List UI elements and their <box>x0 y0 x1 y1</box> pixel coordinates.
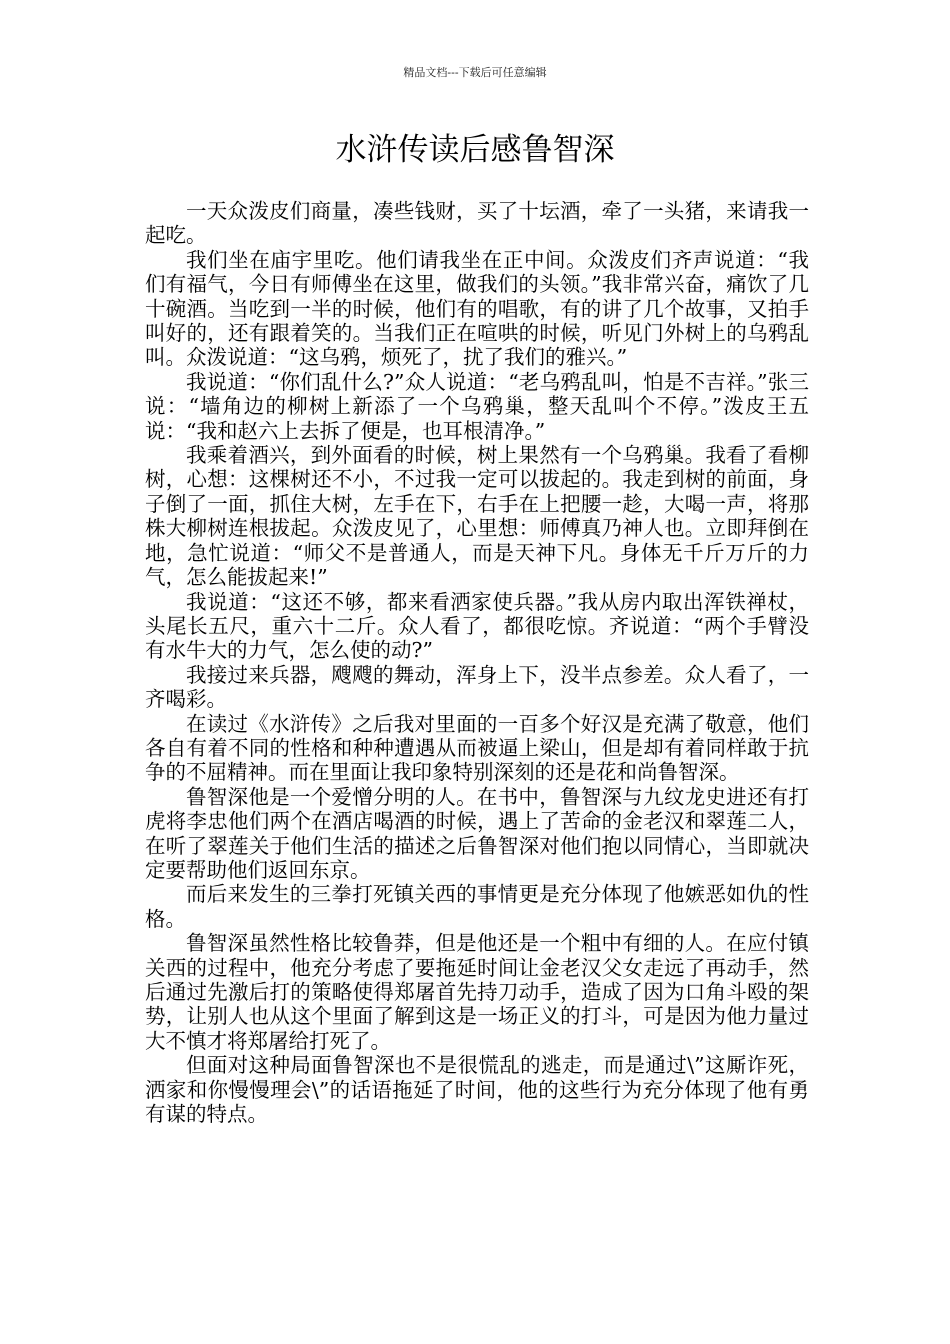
paragraph: 一天众泼皮们商量，凑些钱财，买了十坛酒，牵了一头猪，来请我一起吃。 <box>145 199 809 248</box>
paragraph: 我说道：“你们乱什么?”众人说道：“老乌鸦乱叫，怕是不吉祥。”张三说：“墙角边的柳树上新添了一个乌鸦巢，整天乱叫个不停。”泼皮王五说：“我和赵六上去拆了便是，也耳根清净。” <box>145 369 809 443</box>
paragraph: 我们坐在庙宇里吃。他们请我坐在正中间。众泼皮们齐声说道：“我们有福气，今日有师傅坐在这里，做我们的头领。”我非常兴奋，痛饮了几十碗酒。当吃到一半的时候，他们有的唱歌，有的讲了几个故事，又拍手叫好的，还有跟着笑的。当我们正在喧哄的时候，听见门外树上的乌鸦乱叫。众泼说道：“这乌鸦，烦死了，扰了我们的雅兴。” <box>145 247 809 370</box>
paragraph: 我乘着酒兴，到外面看的时候，树上果然有一个乌鸦巢。我看了看柳树，心想：这棵树还不小，不过我一定可以拔起的。我走到树的前面，身子倒了一面，抓住大树，左手在下，右手在上把腰一趁，大喝一声，将那株大柳树连根拔起。众泼皮见了，心里想：师傅真乃神人也。立即拜倒在地，急忙说道：“师父不是普通人，而是天神下凡。身体无千斤万斤的力气，怎么能拔起来!” <box>145 443 809 590</box>
paragraph: 我说道：“这还不够，都来看洒家使兵器。”我从房内取出浑铁禅杖，头尾长五尺，重六十二斤。众人看了，都很吃惊。齐说道：“两个手臂没有水牛大的力气，怎么使的动?” <box>145 589 809 663</box>
paragraph: 鲁智深虽然性格比较鲁莽，但是他还是一个粗中有细的人。在应付镇关西的过程中，他充分考虑了要拖延时间让金老汉父女走远了再动手，然后通过先激后打的策略使得郑屠首先持刀动手，造成了因为口角斗殴的架势，让别人也从这个里面了解到这是一场正义的打斗，可是因为他力量过大不慎才将郑屠给打死了。 <box>145 931 809 1053</box>
paragraph: 鲁智深他是一个爱憎分明的人。在书中，鲁智深与九纹龙史进还有打虎将李忠他们两个在酒店喝酒的时候，遇上了苦命的金老汉和翠莲二人，在听了翠莲关于他们生活的描述之后鲁智深对他们抱以同情心，当即就决定要帮助他们返回东京。 <box>145 784 809 882</box>
document-title: 水浒传读后感鲁智深 <box>335 132 615 168</box>
paragraph: 我接过来兵器，飕飕的舞动，浑身上下，没半点参差。众人看了，一齐喝彩。 <box>145 662 809 712</box>
paragraph: 而后来发生的三拳打死镇关西的事情更是充分体现了他嫉恶如仇的性格。 <box>145 882 809 931</box>
paragraph: 但面对这种局面鲁智深也不是很慌乱的逃走，而是通过\”这厮诈死，洒家和你慢慢理会\”的话语拖延了时间，他的这些行为充分体现了他有勇有谋的特点。 <box>145 1053 809 1127</box>
document-body <box>145 199 809 1126</box>
paragraph: 在读过《水浒传》之后我对里面的一百多个好汉是充满了敬意，他们各自有着不同的性格和种种遭遇从而被逼上梁山，但是却有着同样敢于抗争的不屈精神。而在里面让我印象特别深刻的还是花和尚鲁智深。 <box>145 711 809 785</box>
page-header: 精品文档---下载后可任意编辑 <box>403 66 547 79</box>
